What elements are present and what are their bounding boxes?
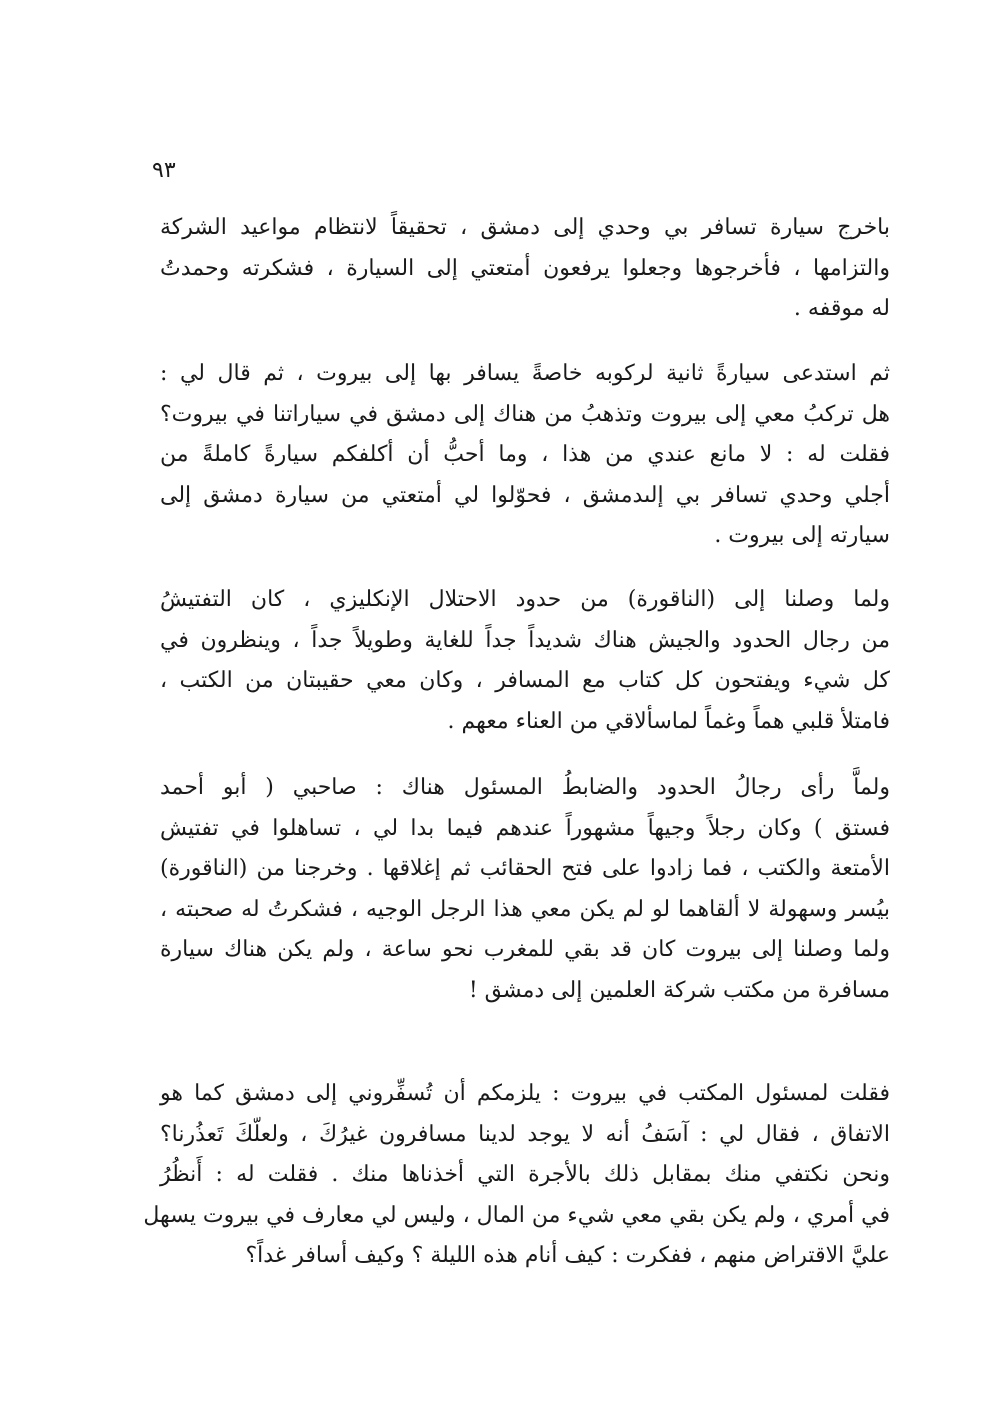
paragraph-1: [160, 208, 890, 330]
text-line: سيارته إلى بيروت .: [714, 523, 890, 548]
text-line: هل تركبُ معي إلى بيروت وتذهبُ من هناك إلى دمشق في سياراتنا في بيروت؟: [160, 401, 890, 427]
text-line: ونحن نكتفي منك بمقابل ذلك بالأجرة التي أخذناها منك . فقلت له : أَنظُرُ: [160, 1162, 890, 1187]
text-line: عليَّ الاقتراض منهم ، ففكرت : كيف أنام هذه الليلة ؟ وكيف أسافر غداً؟: [245, 1243, 890, 1268]
paragraph-4: [160, 768, 890, 1011]
text-line: فقلت لمسئول المكتب في بيروت : يلزمكم أن تُسفِّروني إلى دمشق كما هو: [160, 1081, 890, 1106]
text-line: أجلي وحدي تسافر بي إلىدمشق ، فحوّلوا لي أمتعتي من سيارة دمشق إلى: [160, 482, 890, 508]
paragraph-2: [160, 354, 890, 557]
text-line: والتزامها ، فأخرجوها وجعلوا يرفعون أمتعتي إلى السيارة ، فشكرته وحمدتُ: [160, 255, 890, 281]
page-number: ٩٣: [152, 158, 176, 183]
text-line: مسافرة من مكتب شركة العلمين إلى دمشق !: [468, 977, 890, 1003]
paragraph-3: [160, 580, 890, 742]
text-line: له موقفه .: [793, 296, 890, 321]
text-line: الأمتعة والكتب ، فما زادوا على فتح الحقائب ثم إغلاقها . وخرجنا من (الناقورة): [160, 856, 890, 881]
text-line: فامتلأ قلبي هماً وغماً لماسألاقي من العناء معهم .: [447, 708, 890, 734]
text-line: ولما وصلنا إلى (الناقورة) من حدود الاحتلال الإنكليزي ، كان التفتيشُ: [160, 587, 890, 612]
text-line: الاتفاق ، فقال لي : آسَفُ أنه لا يوجد لدينا مسافرون غيرُكَ ، ولعلّكَ تَعذُرنا؟: [160, 1121, 890, 1147]
text-line: كل شيء ويفتحون كل كتاب مع المسافر ، وكان معي حقيبتان من الكتب ،: [160, 668, 890, 693]
text-line: فقلت له : لا مانع عندي من هذا ، وما أحبُّ أن أكلفكم سيارةً كاملةً من: [160, 442, 890, 467]
text-line: بيُسر وسهولة لا ألقاهما لو لم يكن معي هذا الرجل الوجيه ، فشكرتُ له صحبته ،: [160, 896, 890, 922]
text-line: من رجال الحدود والجيش هناك شديداً جداً للغاية وطويلاً جداً ، وينظرون في: [160, 627, 890, 653]
text-line: فستق ) وكان رجلاً وجيهاً مشهوراً عندهم فيما بدا لي ، تساهلوا في تفتيش: [160, 815, 890, 841]
text-line: في أمري ، ولم يكن بقي معي شيء من المال ، وليس لي معارف في بيروت يسهل: [143, 1202, 890, 1228]
text-line: باخرج سيارة تسافر بي وحدي إلى دمشق ، تحقيقاً لانتظام مواعيد الشركة: [160, 215, 890, 240]
text-line: ولما وصلنا إلى بيروت كان قد بقي للمغرب نحو ساعة ، ولم يكن هناك سيارة: [160, 937, 890, 962]
text-line: ثم استدعى سيارةً ثانية لركوبه خاصةً يسافر بها إلى بيروت ، ثم قال لي :: [160, 361, 890, 386]
text-line: ولماَّ رأى رجالُ الحدود والضابطُ المسئول هناك : صاحبي ( أبو أحمد: [160, 775, 890, 800]
paragraph-5: [143, 1074, 890, 1277]
